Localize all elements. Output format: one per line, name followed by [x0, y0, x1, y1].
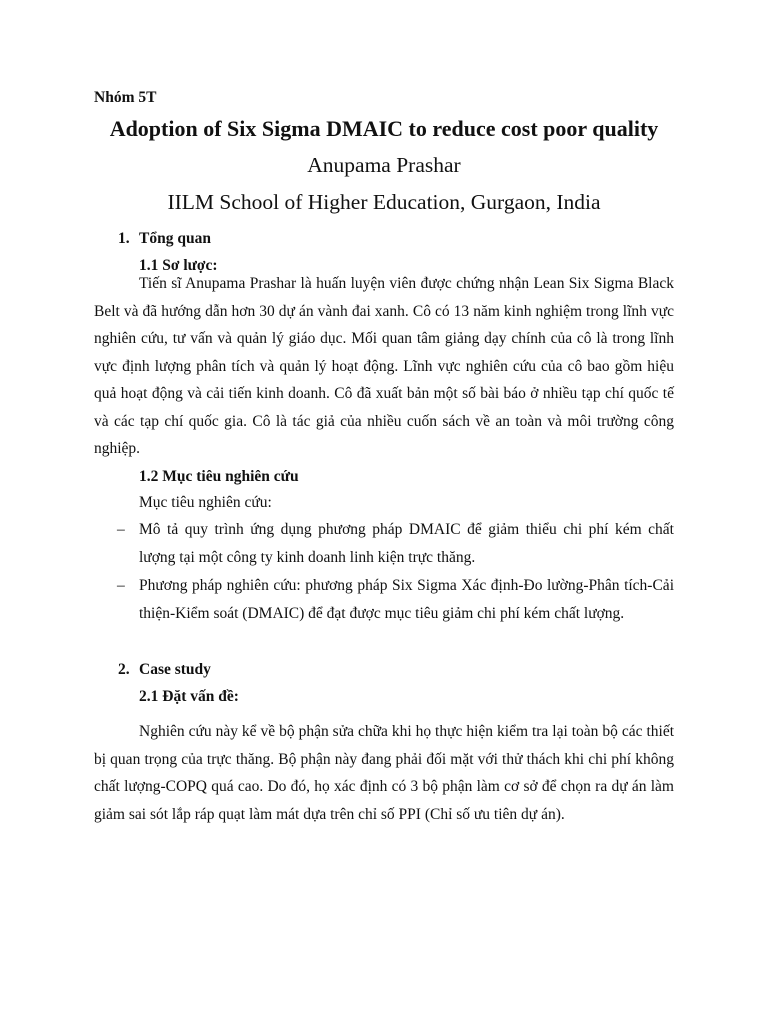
- author-name: Anupama Prashar: [307, 153, 461, 177]
- bullet-item-1: [94, 516, 674, 571]
- bullet-item-2: [94, 572, 674, 627]
- bullet-marker: –: [117, 521, 125, 538]
- section-number: 1.: [118, 230, 130, 247]
- subsection-heading-1-2: 1.2 Mục tiêu nghiên cứu: [139, 468, 299, 485]
- paragraph-problem-statement: Nghiên cứu này kể về bộ phận sửa chữa khi họ thực hiện kiểm tra lại toàn bộ các thiết bị quan trọng của trực thăng. Bộ phận này đang phải đối mặt với thử thách khi chi phí không chất lượng-COPQ quá cao. Do đó, họ xác định có 3 bộ phận làm cơ sở để chọn ra dự án làm giảm sai sót lắp ráp quạt làm mát dựa trên chỉ số PPI (Chỉ số ưu tiên dự án).: [94, 723, 674, 823]
- subsection-heading-2-1: 2.1 Đặt vấn đề:: [139, 688, 239, 705]
- section-title: Tổng quan: [139, 230, 211, 247]
- group-label: Nhóm 5T: [94, 89, 157, 106]
- objectives-intro: Mục tiêu nghiên cứu:: [139, 494, 272, 511]
- subsection-heading-1-1: 1.1 Sơ lược:: [139, 257, 218, 274]
- bullet-marker: –: [117, 577, 125, 594]
- paragraph-overview: Tiến sĩ Anupama Prashar là huấn luyện viên được chứng nhận Lean Six Sigma Black Belt và đã hướng dẫn hơn 30 dự án vành đai xanh. Cô có 13 năm kinh nghiệm trong lĩnh vực nghiên cứu, tư vấn và quản lý giáo dục. Mối quan tâm giảng dạy chính của cô là trong lĩnh vực định lượng phân tích và quản lý hoạt động. Lĩnh vực nghiên cứu của cô bao gồm hiệu quả hoạt động và cải tiến kinh doanh. Cô đã xuất bản một số bài báo ở nhiều tạp chí quốc tế và các tạp chí quốc gia. Cô là tác giả của nhiều cuốn sách về an toàn và môi trường công nghiệp.: [94, 275, 674, 457]
- author-affiliation: IILM School of Higher Education, Gurgaon, India: [167, 190, 601, 214]
- document-title: Adoption of Six Sigma DMAIC to reduce cost poor quality: [109, 116, 659, 141]
- bullet-text: Mô tả quy trình ứng dụng phương pháp DMAIC để giảm thiểu chi phí kém chất lượng tại một công ty kinh doanh linh kiện trực thăng.: [139, 521, 674, 566]
- bullet-text: Phương pháp nghiên cứu: phương pháp Six Sigma Xác định-Đo lường-Phân tích-Cải thiện-Kiểm soát (DMAIC) để đạt được mục tiêu giảm chi phí kém chất lượng.: [139, 577, 674, 622]
- section-title: Case study: [139, 661, 211, 678]
- section-number: 2.: [118, 661, 130, 678]
